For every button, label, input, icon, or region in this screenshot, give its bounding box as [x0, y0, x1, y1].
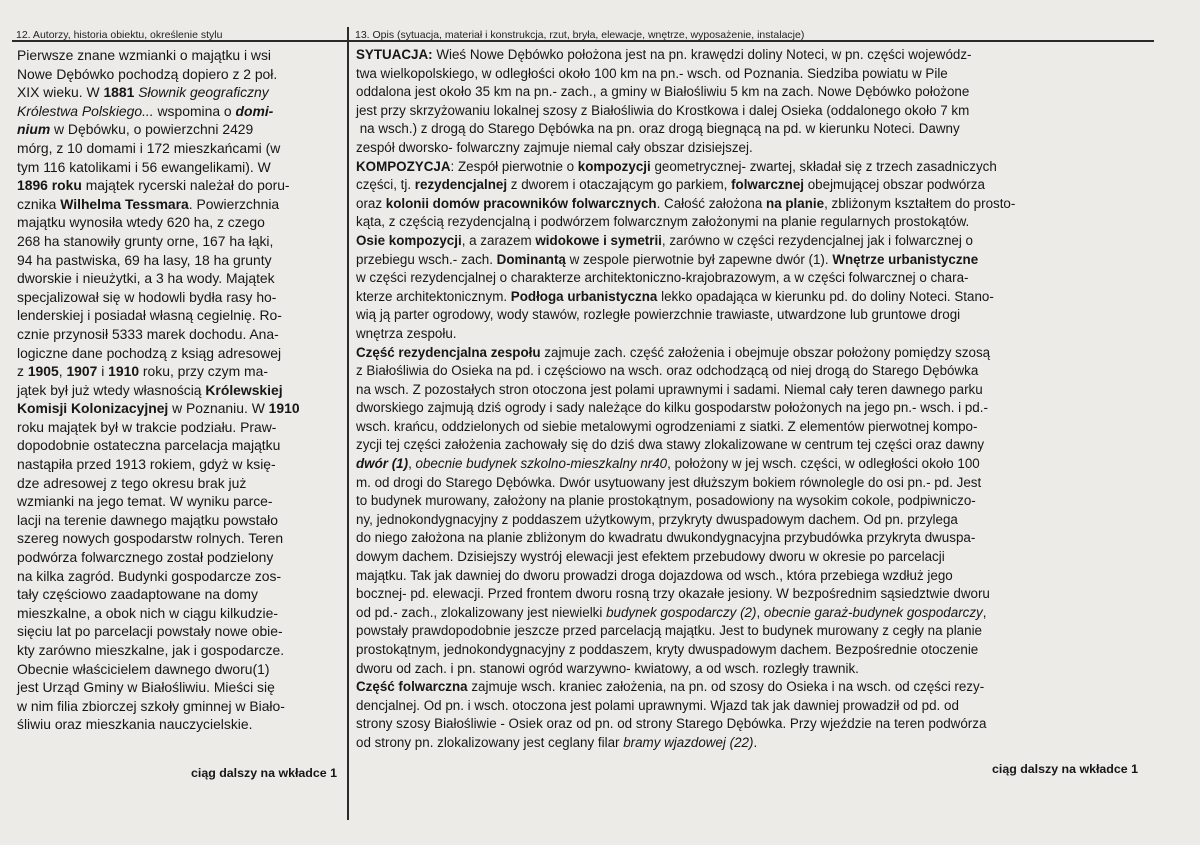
text-line: dworu od zach. i pn. stanowi ogród warzywno- kwiatowy, a od wsch. rozległy trawnik. [356, 660, 859, 676]
right-continuation-note: ciąg dalszy na wkładce 1 [991, 762, 1138, 776]
text-line: mieszkalne, a obok nich w ciągu kilkudzie- [17, 604, 278, 621]
text-line: wsch. krańcu, oddzielonych od siebie metalowymi ogrodzeniami z siatki. Z elementów pierwotnej kompo- [356, 418, 978, 434]
text-line: strony szosy Białośliwie - Osiek oraz od pn. od strony Starego Dębówka. Przy wjeździe na teren podwórza [356, 716, 987, 732]
text-line: od strony pn. zlokalizowany jest ceglany filar bramy wjazdowej (22). [356, 734, 758, 750]
text-line: KOMPOZYCJA: Zespół pierwotnie o kompozycji geometrycznej- zwartej, składał się z trzech zasadniczych [356, 158, 997, 174]
text-line: Królestwa Polskiego... wspomina o domi- [17, 102, 274, 119]
text-line: dopodobnie ostateczna parcelacja majątku [17, 437, 281, 454]
text-line: majątku wynosiła wtedy 620 ha, z czego [17, 214, 265, 231]
text-line: dworskiego zajmują dziś ogrody i sady należące do kilku gospodarstw położonych na jego pn.- wsch. i pd.- [356, 400, 988, 416]
text-line: dencjalnej. Od pn. i wsch. otoczona jest polami uprawnymi. Wjazd tak jak dawniej prowadził od pd. od [356, 697, 959, 713]
text-line: tym 116 katolikami i 56 ewangelikami). W [17, 158, 271, 175]
text-line: na wsch.) z drogą do Starego Dębówka na pn. oraz drogą biegnącą na pd. w kierunku Noteci. Dawny [356, 121, 960, 137]
text-line: z Białośliwia do Osieka na pd. i częściowo na wsch. oraz odchodzącą od niej drogą do Starego Dębówka [356, 363, 979, 379]
text-line: majątku. Tak jak dawniej do dworu prowadzi droga dojazdowa od wsch., która przebiega wzdłuż jego [356, 567, 953, 583]
text-line: nium w Dębówku, o powierzchni 2429 [17, 121, 254, 138]
text-line: 268 ha stanowiły grunty orne, 167 ha łąki, [17, 232, 274, 249]
text-line: Nowe Dębówko pochodzą dopiero z 2 poł. [17, 65, 278, 82]
text-line: kterze architektonicznym. Podłoga urbanistyczna lekko opadająca w kierunku pd. do doliny Noteci. Stano- [356, 288, 994, 304]
text-line: Obecnie właścicielem dawnego dworu(1) [17, 660, 270, 677]
text-line: 1896 roku majątek rycerski należał do poru- [17, 177, 290, 194]
text-line: zespół dworsko- folwarczny zajmuje niemal cały obszar dzisiejszej. [356, 139, 753, 155]
text-line: roku majątek był w trakcie podziału. Praw- [17, 418, 277, 435]
text-line: wnętrza zespołu. [356, 325, 457, 341]
text-line: Pierwsze znane wzmianki o majątku i wsi [17, 47, 271, 63]
text-line: cznie przynosił 5333 marek dochodu. Ana- [17, 325, 279, 342]
text-line: to budynek murowany, założony na planie prostokątnym, posadowiony na wysokim cokole, podpiwniczo- [356, 493, 976, 509]
text-line: na kilka zagród. Budynki gospodarcze zos- [17, 567, 282, 584]
text-line: jest Urząd Gminy w Białośliwiu. Mieści się [17, 679, 275, 696]
text-line: części, tj. rezydencjalnej z dworem i otaczającym go parkiem, folwarcznej obejmującej obszar podwórza [356, 177, 985, 193]
text-line: kty zarówno mieszkalne, jak i gospodarcze. [17, 642, 285, 658]
text-line: lacji na terenie dawnego majątku powstało [17, 511, 278, 528]
text-line: prostokątnym, jednokondygnacyjny z poddaszem, kryty dwuspadowym dachem. Bezpośrednie otoczenie [356, 642, 979, 657]
text-line: lenderskiej i posiadał własną cegielnię. Ro- [17, 307, 282, 324]
text-line: jest przy skrzyżowaniu lokalnej szosy z Białośliwia do Krostkowa i dalej Osieka (oddalonego około 7 km [356, 102, 970, 118]
text-line: m. od drogi do Starego Dębówka. Dwór usytuowany jest dłuższym bokiem równolegle do osi pn.- pd. Jest [356, 474, 982, 490]
text-line: dze adresowej z tego okresu brak już [17, 474, 247, 491]
text-line: sięciu lat po parcelacji powstały nowe obie- [17, 623, 283, 640]
text-line: tały częściowo zaadaptowane na domy [17, 586, 258, 603]
text-line: śliwiu oraz mieszkania nauczycielskie. [17, 716, 253, 733]
left-continuation-note: ciąg dalszy na wkładce 1 [190, 766, 337, 780]
text-line: kąta, z częścią rezydencjalną i podwórzem folwarcznym założonymi na planie regularnych prostokątów. [356, 214, 970, 230]
text-line: dowym dachem. Dzisiejszy wystrój elewacji jest efektem przebudowy dworu w okresie po parcelacji [356, 549, 945, 565]
text-line: zycji tej części założenia zachowały się do dziś dwa stawy zlokalizowane w centrum tej części oraz dawny [356, 437, 985, 453]
text-line: cznika Wilhelma Tessmara. Powierzchnia [17, 195, 280, 212]
text-line: powstały prawdopodobnie jeszcze przed parcelacją majątku. Jest to budynek murowany z cegły na planie [356, 623, 982, 639]
text-line: mórg, z 10 domami i 172 mieszkańcami (w [17, 139, 281, 156]
text-line: SYTUACJA: Wieś Nowe Dębówko położona jest na pn. krawędzi doliny Noteci, w pn. części wojewódz- [356, 47, 972, 62]
text-line: specjalizował się w hodowli bydła rasy ho- [17, 288, 277, 305]
text-line: dworskie i nieużytki, a 3 ha wody. Majątek [17, 270, 275, 287]
text-line: logiczne dane pochodzą z ksiąg adresowej [17, 344, 282, 361]
text-line: od pd.- zach., zlokalizowany jest niewielki budynek gospodarczy (2), obecnie garaż-budynek gospodarczy, [356, 604, 987, 620]
text-line: wią ją parter ogrodowy, wody stawów, rozległe powierzchnie trawiaste, utwardzone lub gruntowe drogi [356, 307, 961, 323]
text-line: dwór (1), obecnie budynek szkolno-mieszkalny nr40, położony w jej wsch. części, w odległości około 100 [356, 456, 980, 472]
description-column [356, 46, 1156, 753]
column-divider [347, 27, 349, 820]
section-13-header: 13. Opis (sytuacja, materiał i konstrukcja, rzut, bryła, elewacje, wnętrze, wyposażenie, instalacje) [355, 29, 805, 41]
text-line: z 1905, 1907 i 1910 roku, przy czym ma- [17, 363, 268, 380]
text-line: w części rezydencjalnej o charakterze architektoniczno-krajobrazowym, a w części folwarcznej o chara- [356, 270, 969, 286]
text-line: do niego założona na planie zbliżonym do kwadratu dwukondygnacyjna przybudówka przykryta dwuspa- [356, 530, 976, 546]
text-line: Osie kompozycji, a zarazem widokowe i symetrii, zarówno w części rezydencjalnej jak i folwarcznej o [356, 232, 973, 248]
text-line: Część rezydencjalna zespołu zajmuje zach. część założenia i obejmuje obszar położony pomiędzy szosą [356, 344, 991, 360]
text-line: oddalona jest około 35 km na pn.- zach., a gminy w Białośliwiu 5 km na zach. Nowe Dębówko położone [356, 84, 970, 100]
text-line: wzmianki na jego temat. W wyniku parce- [17, 493, 273, 510]
text-line: na wsch. Z pozostałych stron otoczona jest polami uprawnymi i sadami. Niemal cały teren dawnego parku [356, 381, 983, 397]
history-column [17, 46, 339, 734]
text-line: twa wielkopolskiego, w odległości około 100 km na pn.- wsch. od Poznania. Siedziba powiatu w Pile [356, 65, 948, 81]
text-line: Część folwarczna zajmuje wsch. kraniec założenia, na pn. od szosy do Osieka i na wsch. od części rezy- [356, 679, 985, 695]
text-line: bocznej- pd. elewacji. Przed frontem dworu rosną trzy okazałe jesiony. W bezpośrednim sąsiedztwie dworu [356, 586, 990, 602]
text-line: Komisji Kolonizacyjnej w Poznaniu. W 1910 [17, 400, 300, 417]
text-line: szereg nowych gospodarstw rolnych. Teren [17, 530, 284, 547]
text-line: nastąpiła przed 1913 rokiem, gdyż w księ- [17, 456, 276, 473]
text-line: jątek był już wtedy własnością Królewskiej [17, 381, 283, 398]
text-line: przebiegu wsch.- zach. Dominantą w zespole pierwotnie był zapewne dwór (1). Wnętrze urbanistyczne [356, 251, 979, 267]
text-line: oraz kolonii domów pracowników folwarcznych. Całość założona na planie, zbliżonym kształtem do prosto- [356, 195, 1016, 211]
text-line: w nim filia zbiorczej szkoły gminnej w Biało- [17, 697, 285, 714]
text-line: ny, jednokondygnacyjny z poddaszem użytkowym, przykryty dwuspadowym dachem. Od pn. przylega [356, 511, 958, 527]
text-line: XIX wieku. W 1881 Słownik geograficzny [17, 84, 269, 101]
section-12-header: 12. Autorzy, historia obiektu, określenie stylu [16, 29, 223, 41]
text-line: podwórza folwarcznego został podzielony [17, 549, 274, 566]
text-line: 94 ha pastwiska, 69 ha lasy, 18 ha grunty [17, 251, 272, 268]
